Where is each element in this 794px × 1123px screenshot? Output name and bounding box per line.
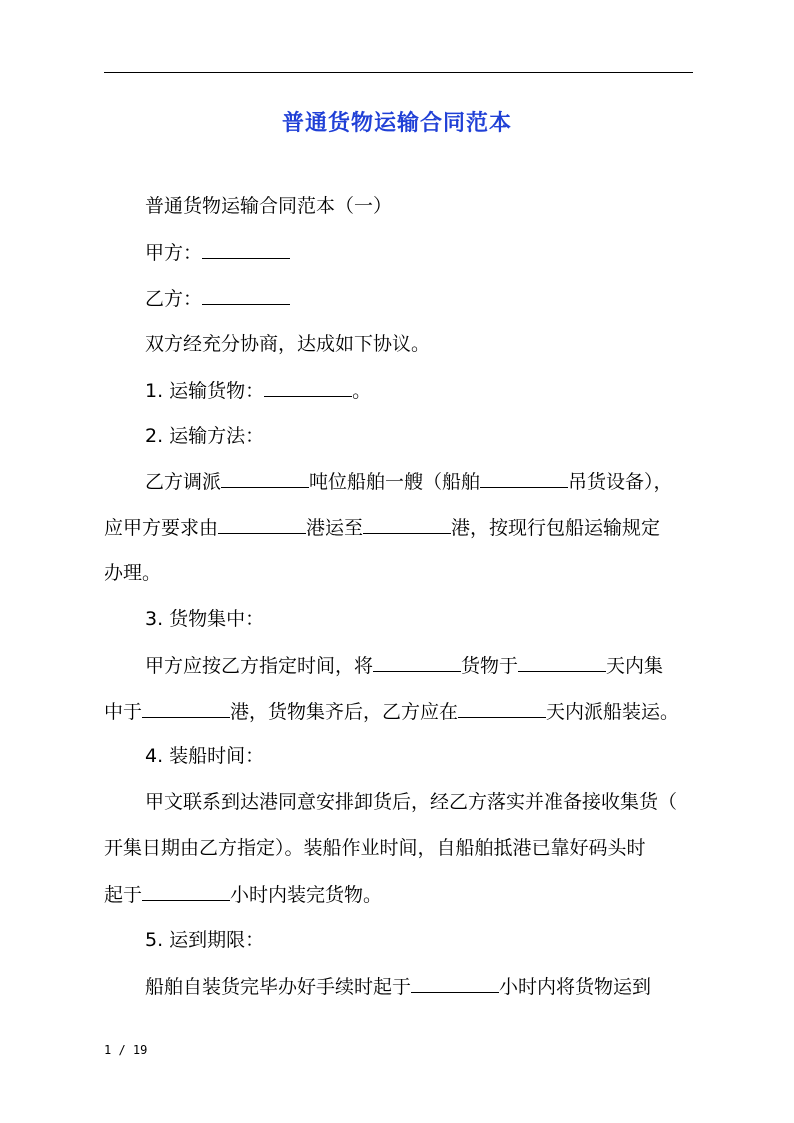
paragraph-line [104,561,161,585]
line-text: 甲方： [145,242,203,264]
fill-in-blank [264,378,352,397]
line-text: 应甲方要求由 [104,517,219,539]
paragraph-line [104,882,382,907]
line-text: 办理。 [104,562,162,584]
line-text: 港，货物集齐后，乙方应在 [230,701,459,723]
line-text: 船舶自装货完毕办好手续时起于 [145,976,412,998]
fill-in-blank [363,515,451,534]
paragraph-line [145,424,264,448]
fill-in-blank [518,653,606,672]
fill-in-blank [411,974,499,993]
fill-in-blank [142,699,230,718]
paragraph-line [145,194,392,218]
paragraph-line [145,607,264,631]
document-title: 普通货物运输合同范本 [281,111,512,136]
line-text: 小时内装完货物。 [230,884,383,906]
line-text: 乙方： [145,288,203,310]
line-text: 天内集 [606,655,664,677]
paragraph-line [145,653,663,678]
line-text: 普通货物运输合同范本（一） [145,195,393,217]
paragraph-line [145,790,677,814]
line-text: 港，按现行包船运输规定 [451,517,661,539]
line-text: 乙方调派 [145,471,222,493]
paragraph-line [145,378,371,403]
line-text: 起于 [104,884,143,906]
paragraph-line [104,515,660,540]
fill-in-blank [373,653,461,672]
fill-in-blank [202,240,290,259]
line-text: 开集日期由乙方指定）。装船作业时间，自船舶抵港已靠好码头时 [104,837,646,859]
line-text: 吨位船舶一艘（船舶 [309,471,481,493]
fill-in-blank [458,699,546,718]
paragraph-line [145,928,264,952]
paragraph-line [145,286,290,311]
paragraph-line [145,469,673,494]
line-text: 天内派船装运。 [546,701,680,723]
line-text: 3. 货物集中： [145,608,265,630]
paragraph-line [104,699,679,724]
page-number: 1 / 19 [104,1043,148,1057]
paragraph-line [145,974,651,999]
line-text: 2. 运输方法： [145,425,265,447]
line-text: 港运至 [306,517,364,539]
fill-in-blank [221,469,309,488]
fill-in-blank [480,469,568,488]
line-text: 双方经充分协商，达成如下协议。 [145,333,431,355]
line-text: 吊货设备）， [568,471,673,493]
fill-in-blank [218,515,306,534]
fill-in-blank [142,882,230,901]
line-text: 4. 装船时间： [145,745,265,767]
line-text: 货物于 [461,655,519,677]
paragraph-line [104,836,646,860]
line-text: 5. 运到期限： [145,929,265,951]
paragraph-line [145,744,264,768]
line-text: 中于 [104,701,143,723]
line-text: 甲方应按乙方指定时间，将 [145,655,374,677]
line-text: 甲文联系到达港同意安排卸货后，经乙方落实并准备接收集货（ [145,791,678,813]
paragraph-line [145,332,430,356]
line-text: 小时内将货物运到 [499,976,652,998]
line-text: 1. 运输货物： [145,380,265,402]
line-text: 。 [352,380,372,402]
paragraph-line [145,240,290,265]
header-rule [104,72,693,73]
fill-in-blank [202,286,290,305]
